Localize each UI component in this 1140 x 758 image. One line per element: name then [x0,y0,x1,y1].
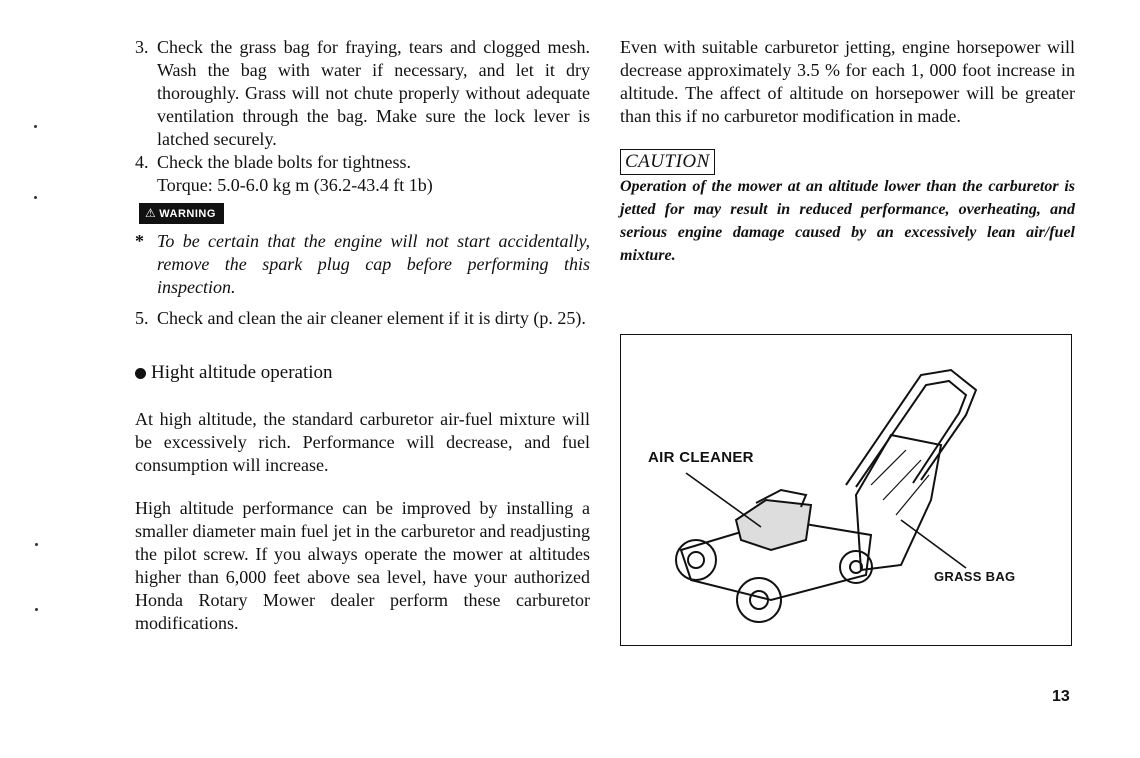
front-wheel-hub [688,552,704,568]
bullet-dot-icon [135,368,146,379]
step-3-text: Check the grass bag for fraying, tears and clogged mesh. Wash the bag with water if necessary, and let it dry thoroughly. Grass will not chute properly without adequate ventilation through the bag. Make sure the lock lever is latched securely. [157,37,590,149]
torque-spec: Torque: 5.0-6.0 kg m (36.2-43.4 ft 1b) [157,175,433,195]
warning-badge [139,203,224,224]
step-5-text: Check and clean the air cleaner element if it is dirty (p. 25). [157,308,586,328]
altitude-paragraph-1: At high altitude, the standard carburetor air-fuel mixture will be excessively rich. Performance will decrease, and fuel consumption will increase. [135,409,590,475]
asterisk-marker: * [135,231,144,251]
grass-bag-label: GRASS BAG [934,569,1016,584]
page-number: 13 [1052,688,1070,705]
step-3-number: 3. [135,37,149,57]
margin-speck [35,543,38,546]
caution-text: Operation of the mower at an altitude lower than the carburetor is jetted for may result in reduced performance, overheating, and serious engine damage caused by an excessively lean air/fuel mixture. [620,178,1075,264]
step-4-number: 4. [135,152,149,172]
left-column [135,36,590,635]
warning-note-text: To be certain that the engine will not start accidentally, remove the spark plug cap before performing this inspection. [157,231,590,297]
warning-note [135,230,590,299]
right-column [620,36,1075,267]
section-heading [135,362,590,384]
horsepower-paragraph: Even with suitable carburetor jetting, engine horsepower will decrease approximately 3.5 % for each 1, 000 foot increase in altitude. The affect of altitude on horsepower will be greater than this if no carburetor modification in made. [620,37,1075,126]
margin-speck [34,196,37,199]
margin-speck [34,125,37,128]
step-5-number: 5. [135,308,149,328]
mower-figure [620,334,1072,646]
air-cleaner-leader [686,473,761,527]
step-5 [135,307,590,330]
altitude-paragraph-2: High altitude performance can be improved by installing a smaller diameter main fuel jet in the carburetor and readjusting the pilot screw. If you always operate the mower at altitudes higher than 6,000 feet above sea level, have your authorized Honda Rotary Mower dealer perform these carburetor modifications. [135,498,590,633]
lawn-mower-illustration [621,335,1073,647]
step-4 [135,151,590,174]
warning-icon: ⚠ [145,206,157,220]
grass-bag-mesh [871,450,929,515]
air-cleaner-label: AIR CLEANER [648,449,754,466]
caution-label: CAUTION [620,149,715,175]
rear-wheel-hub [750,591,768,609]
step-4-text: Check the blade bolts for tightness. [157,152,411,172]
warning-label: WARNING [159,208,216,220]
section-heading-text: Hight altitude operation [151,362,333,383]
engine-block [736,500,811,550]
step-3 [135,36,590,151]
margin-speck [35,608,38,611]
